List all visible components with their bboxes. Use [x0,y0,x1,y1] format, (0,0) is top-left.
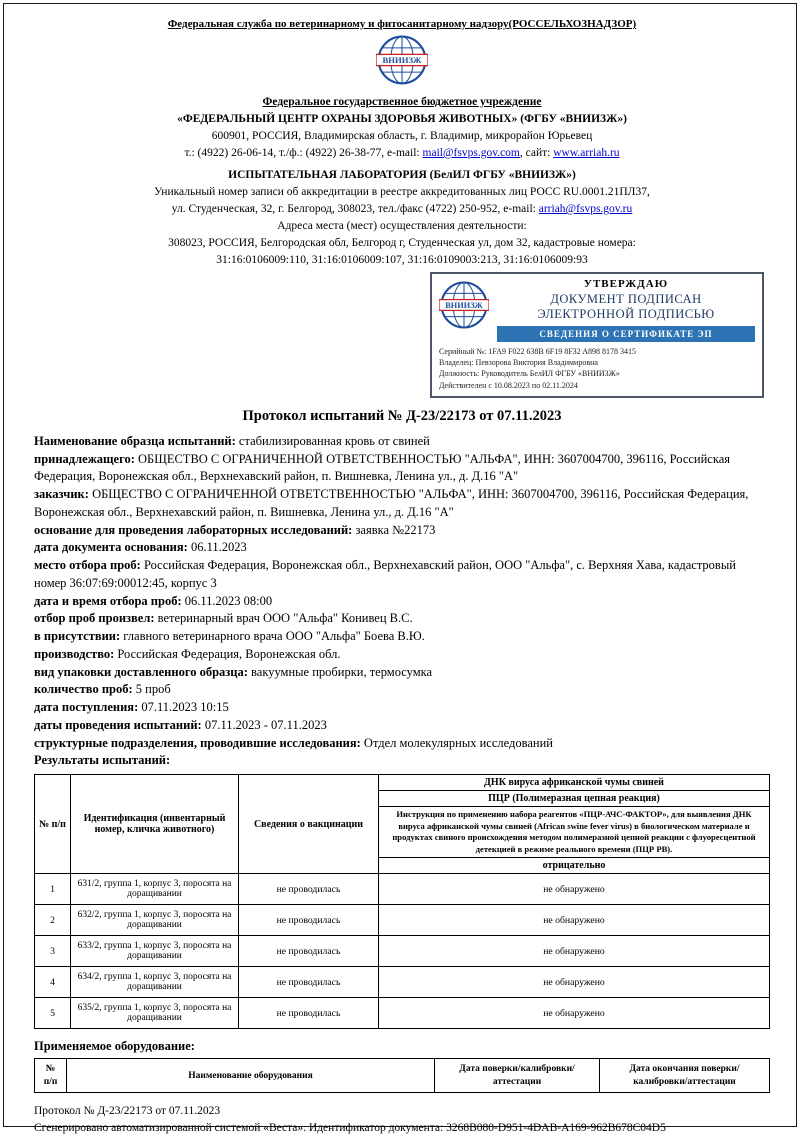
row-vaccination: не проводилась [239,874,379,905]
row-num: 2 [35,905,71,936]
row-identification: 635/2, группа 1, корпус 3, поросята на доращивании [71,998,239,1029]
institution-contacts-prefix: т.: (4922) 26-06-14, т./ф.: (4922) 26-38-77, e-mail: [184,147,423,159]
laboratory-address [34,203,770,215]
laboratory-block [34,169,770,266]
field-packaging: вид упаковки доставленного образца: вакуумные пробирки, термосумка [34,664,433,679]
stamp-top [439,278,755,342]
table-row [35,936,770,967]
laboratory-name: ИСПЫТАТЕЛЬНАЯ ЛАБОРАТОРИЯ (БелИЛ ФГБУ «ВНИИЗЖ») [228,169,576,181]
row-vaccination: не проводилась [239,998,379,1029]
cadastral-numbers: 31:16:0106009:110, 31:16:0106009:107, 31:16:0109003:213, 31:16:0106009:93 [216,254,588,266]
row-vaccination: не проводилась [239,967,379,998]
laboratory-accreditation: Уникальный номер записи об аккредитации в реестре аккредитованных лиц РОСС RU.0001.21ПЛ37, [154,186,650,198]
footer-generated: Сгенерировано автоматизированной системой «Веста». Идентификатор документа: 3268B080-D951-4DAB-A169-962B678C04D5 [34,1122,666,1135]
field-owner: принадлежащего: ОБЩЕСТВО С ОГРАНИЧЕННОЙ ОТВЕТСТВЕННОСТЬЮ "АЛЬФА", ИНН: 3607004700, 396116, Российская Федерация, Воронежская обл., Верхнехавский район, п. Вишневка, Ленина ул., д. Д.16 "А" [34,451,731,484]
method-details-header: Инструкция по применению набора реагентов «ПЦР-АЧС-ФАКТОР», для выявления ДНК вируса африканской чумы свиней (African swine fever virus) в биологическом материале и продуктах свиного происхождения методом полимеразной цепной реакции с флуоресцентной детекцией в режиме реального времени (ПЦР РВ). [379,807,770,858]
field-testing-dates: даты проведения испытаний: 07.11.2023 - 07.11.2023 [34,717,327,732]
field-production: производство: Российская Федерация, Воронежская обл. [34,646,341,661]
table-row [35,998,770,1029]
equipment-section-title: Применяемое оборудование: [34,1039,195,1054]
field-basis-date: дата документа основания: 06.11.2023 [34,540,247,555]
fields-block [34,433,770,770]
cert-owner: Владелец: Певзорова Виктория Владимировна [439,358,598,368]
institution-address: 600901, РОССИЯ, Владимирская область, г. Владимир, микрорайон Юрьевец [211,130,593,142]
cert-validity: Действителен с 10.08.2023 по 02.11.2024 [439,380,578,390]
laboratory-email-link[interactable]: arriah@fsvps.gov.ru [538,203,633,215]
field-sample-count: количество проб: 5 проб [34,682,171,697]
field-sampled-by: отбор проб произвел: ветеринарный врач ООО "Альфа" Конивец В.С. [34,611,413,626]
signed-line-2: ЭЛЕКТРОННОЙ ПОДПИСЬЮ [537,307,715,321]
signature-stamp [430,272,764,398]
cert-position: Должность: Руководитель БелИЛ ФГБУ «ВНИИЗЖ» [439,369,620,379]
equipment-col-num: № п/п [35,1059,67,1093]
institution-name: «ФЕДЕРАЛЬНЫЙ ЦЕНТР ОХРАНЫ ЗДОРОВЬЯ ЖИВОТНЫХ» (ФГБУ «ВНИИЗЖ») [177,113,627,125]
stamp-vniizh-logo-icon [439,280,489,330]
institution-contacts [34,147,770,159]
row-vaccination: не проводилась [239,936,379,967]
equipment-table [34,1058,770,1093]
field-sampling-place: место отбора проб: Российская Федерация, Воронежская обл., Верхнехавский район, ООО "Альфа", с. Верхняя Хава, кадастровый номер 36:07:69:00012:45, корпус 3 [34,558,736,590]
target-header: ДНК вируса африканской чумы свиней [379,775,770,791]
table-row [35,905,770,936]
results-section-title: Результаты испытаний: [34,753,171,768]
equipment-col-date-end: Дата окончания поверки/калибровки/аттестации [600,1059,770,1093]
stamp-details [439,346,755,391]
activity-address: 308023, РОССИЯ, Белгородская обл, Белгород г, Студенческая ул, дом 32, кадастровые номера: [168,237,636,249]
institution-type: Федеральное государственное бюджетное учреждение [262,96,542,108]
row-result: не обнаружено [379,936,770,967]
table-row [35,874,770,905]
logo-text: ВНИИЗЖ [382,55,422,66]
row-identification: 634/2, группа 1, корпус 3, поросята на доращивании [71,967,239,998]
field-departments: структурные подразделения, проводившие исследования: Отдел молекулярных исследований [34,735,553,750]
row-result: не обнаружено [379,967,770,998]
row-result: не обнаружено [379,998,770,1029]
institution-email-link[interactable]: mail@fsvps.gov.com [422,147,520,159]
activity-title: Адреса места (мест) осуществления деятельности: [277,220,527,232]
col-header-identification: Идентификация (инвентарный номер, кличка животного) [71,775,239,874]
row-result: не обнаружено [379,905,770,936]
document-footer [34,1103,770,1138]
row-identification: 632/2, группа 1, корпус 3, поросята на доращивании [71,905,239,936]
results-table [34,774,770,1029]
document-page [3,3,797,1135]
row-vaccination: не проводилась [239,905,379,936]
header-logo-wrap [34,34,770,91]
approve-label: УТВЕРЖДАЮ [583,278,669,290]
cert-serial: Серийный №: 1FA9 F022 638B 6F19 8F32 A898 8178 3415 [439,347,636,356]
row-identification: 631/2, группа 1, корпус 3, поросята на доращивании [71,874,239,905]
field-sample-name: Наименование образца испытаний: стабилизированная кровь от свиней [34,433,430,448]
stamp-logo-wrap [439,278,497,335]
method-header: ПЦР (Полимеразная цепная реакция) [379,791,770,807]
row-num: 3 [35,936,71,967]
stamp-right [497,278,755,342]
row-result: не обнаружено [379,874,770,905]
norm-header: отрицательно [379,858,770,874]
field-customer: заказчик: ОБЩЕСТВО С ОГРАНИЧЕННОЙ ОТВЕТСТВЕННОСТЬЮ "АЛЬФА", ИНН: 3607004700, 396116, Российская Федерация, Воронежская обл., Верхнехавский район, п. Вишневка, Ленина ул., д. Д.16 "А" [34,487,749,519]
laboratory-address-prefix: ул. Студенческая, 32, г. Белгород, 308023, тел./факс (4722) 250-952, e-mail: [171,203,539,215]
agency-header: Федеральная служба по ветеринарному и фитосанитарному надзору(РОССЕЛЬХОЗНАДЗОР) [167,18,637,30]
field-in-presence-of: в присутствии: главного ветеринарного врача ООО "Альфа" Боева В.Ю. [34,629,425,643]
institution-site-label: , сайт: [519,147,554,159]
col-header-num: № п/п [35,775,71,874]
results-header-row-1 [35,775,770,791]
row-identification: 633/2, группа 1, корпус 3, поросята на доращивании [71,936,239,967]
row-num: 5 [35,998,71,1029]
field-received-date: дата поступления: 07.11.2023 10:15 [34,700,229,714]
row-num: 4 [35,967,71,998]
equipment-col-name: Наименование оборудования [67,1059,435,1093]
table-row [35,967,770,998]
row-num: 1 [35,874,71,905]
certificate-info-bar: СВЕДЕНИЯ О СЕРТИФИКАТЕ ЭП [497,326,755,342]
protocol-title: Протокол испытаний № Д-23/22173 от 07.11.2023 [242,407,562,424]
equipment-header-row [35,1059,770,1093]
vniizh-logo-icon [376,34,428,86]
field-basis: основание для проведения лабораторных исследований: заявка №22173 [34,522,436,537]
field-sampling-datetime: дата и время отбора проб: 06.11.2023 08:00 [34,593,273,608]
equipment-col-date: Дата поверки/калибровки/аттестации [435,1059,600,1093]
footer-protocol-ref: Протокол № Д-23/22173 от 07.11.2023 [34,1105,221,1118]
stamp-row [34,272,764,398]
stamp-logo-text: ВНИИЗЖ [445,300,483,310]
col-header-vaccination: Сведения о вакцинации [239,775,379,874]
signed-line-1: ДОКУМЕНТ ПОДПИСАН [550,292,702,306]
institution-site-link[interactable]: www.arriah.ru [553,147,620,159]
